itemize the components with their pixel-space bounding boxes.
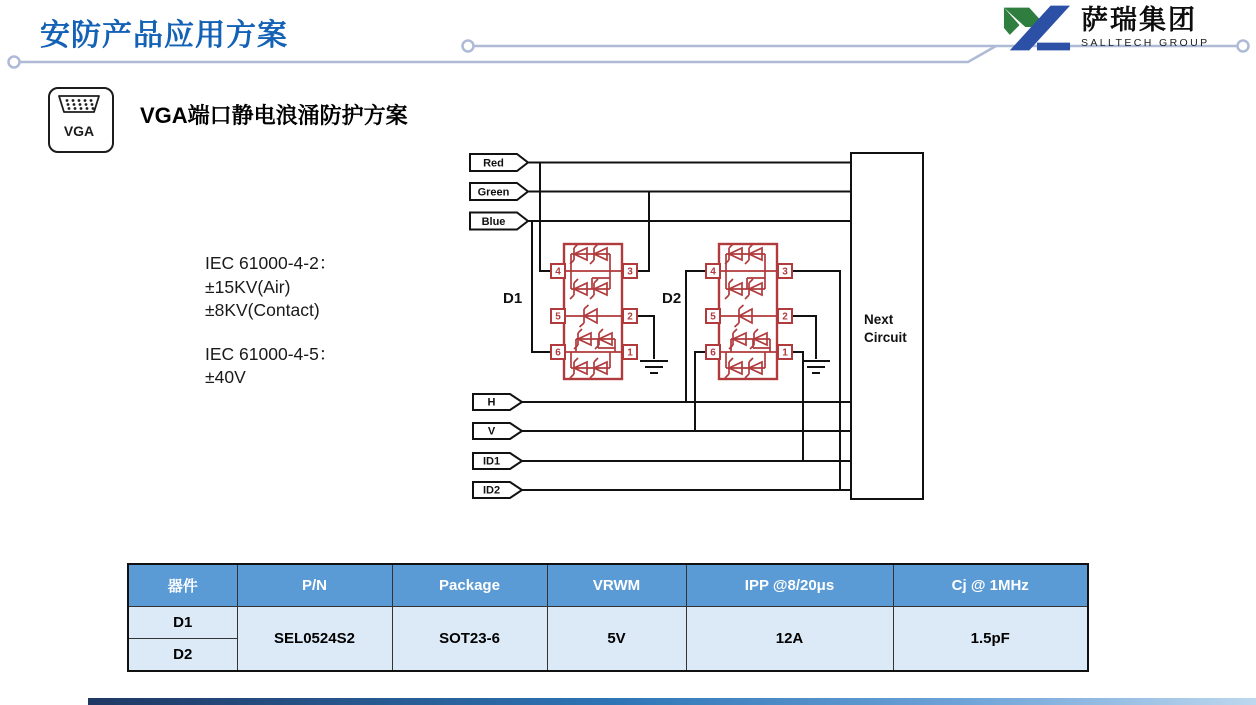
- svg-text:V: V: [487, 425, 496, 438]
- svg-text:ID1: ID1: [482, 455, 501, 468]
- wire-d1-pin2-to-gnd: [637, 316, 654, 359]
- col-header-cj: Cj @ 1MHz: [893, 564, 1088, 607]
- spec-table: [127, 563, 1089, 672]
- d1-label: D1: [503, 290, 523, 307]
- cell-device-d2: D2: [128, 639, 237, 672]
- iec-4-5-title: IEC 61000-4-5：: [205, 343, 337, 364]
- signal-flag-id1: [473, 453, 522, 469]
- wire-blue-to-d1-pin6: [532, 221, 551, 352]
- svg-text:6: 6: [710, 347, 716, 359]
- circuit-wires: [522, 163, 851, 491]
- svg-text:H: H: [487, 396, 496, 409]
- col-header-device: 器件: [128, 564, 237, 607]
- signal-flag-v: [473, 423, 522, 439]
- d2-chip: [706, 244, 792, 379]
- iec-4-2-title: IEC 61000-4-2：: [205, 253, 337, 273]
- deco-circle-right: [1238, 41, 1249, 52]
- next-circuit-label-line2: Circuit: [864, 330, 907, 345]
- iec-4-2-contact: ±8KV(Contact): [205, 300, 320, 320]
- iec-4-2-air: ±15KV(Air): [205, 276, 291, 297]
- svg-text:ID2: ID2: [482, 484, 501, 497]
- ground-icon-d2: [802, 361, 830, 373]
- section-title: VGA端口静电浪涌防护方案: [140, 103, 408, 128]
- salltech-logo-icon: [1002, 5, 1072, 53]
- logo-name-en: SALLTECH GROUP: [1081, 37, 1210, 50]
- cell-package: SOT23-6: [392, 607, 547, 672]
- cell-vrwm: 5V: [547, 607, 686, 672]
- col-header-ipp: IPP @8/20μs: [686, 564, 893, 607]
- logo-name-cn: 萨瑞集团: [1081, 5, 1197, 35]
- svg-text:6: 6: [555, 347, 561, 359]
- svg-text:2: 2: [782, 311, 788, 323]
- svg-text:5: 5: [710, 311, 716, 323]
- svg-text:2: 2: [627, 311, 633, 323]
- iec-4-5-value: ±40V: [205, 367, 246, 387]
- company-logo: [1002, 5, 1210, 53]
- table-header-row: [128, 564, 1088, 607]
- deco-circle-left: [9, 57, 20, 68]
- svg-text:1: 1: [782, 347, 788, 359]
- vga-connector-icon: [48, 87, 114, 153]
- cell-ipp: 12A: [686, 607, 893, 672]
- svg-text:Green: Green: [477, 186, 510, 199]
- iec-standards-text: [205, 252, 336, 390]
- d2-label: D2: [662, 290, 682, 307]
- vga-protection-schematic: [455, 143, 955, 513]
- col-header-package: Package: [392, 564, 547, 607]
- svg-text:Blue: Blue: [481, 216, 506, 228]
- svg-text:4: 4: [555, 266, 561, 278]
- wire-green-to-d1-pin3: [637, 192, 649, 272]
- vga-icon-label: VGA: [63, 123, 95, 139]
- col-header-pn: P/N: [237, 564, 392, 607]
- col-header-vrwm: VRWM: [547, 564, 686, 607]
- cell-device-d1: D1: [128, 607, 237, 639]
- svg-text:4: 4: [710, 266, 716, 278]
- cell-pn: SEL0524S2: [237, 607, 392, 672]
- ground-icon-d1: [640, 361, 668, 373]
- cell-cj: 1.5pF: [893, 607, 1088, 672]
- wire-red-to-d1-pin4: [540, 163, 551, 272]
- deco-circle-mid: [463, 41, 474, 52]
- signal-flag-blue: [470, 213, 528, 230]
- svg-text:3: 3: [782, 266, 788, 278]
- svg-text:1: 1: [627, 347, 633, 359]
- bottom-accent-bar: [88, 698, 1256, 705]
- table-row-d1: [128, 607, 1088, 639]
- d1-chip: [551, 244, 637, 379]
- signal-flag-h: [473, 394, 522, 410]
- wire-d2-pin3-to-id2: [792, 271, 840, 490]
- next-circuit-label-line1: Next: [864, 312, 894, 327]
- svg-text:3: 3: [627, 266, 633, 278]
- wire-d2-pin6-to-v: [695, 352, 706, 431]
- signal-flag-id2: [473, 482, 522, 498]
- svg-text:Red: Red: [483, 157, 504, 170]
- svg-text:5: 5: [555, 311, 561, 323]
- signal-flag-red: [470, 154, 528, 171]
- page-title: 安防产品应用方案: [40, 19, 288, 52]
- signal-flag-green: [470, 183, 528, 200]
- wire-d2-pin1-to-id1: [792, 352, 803, 461]
